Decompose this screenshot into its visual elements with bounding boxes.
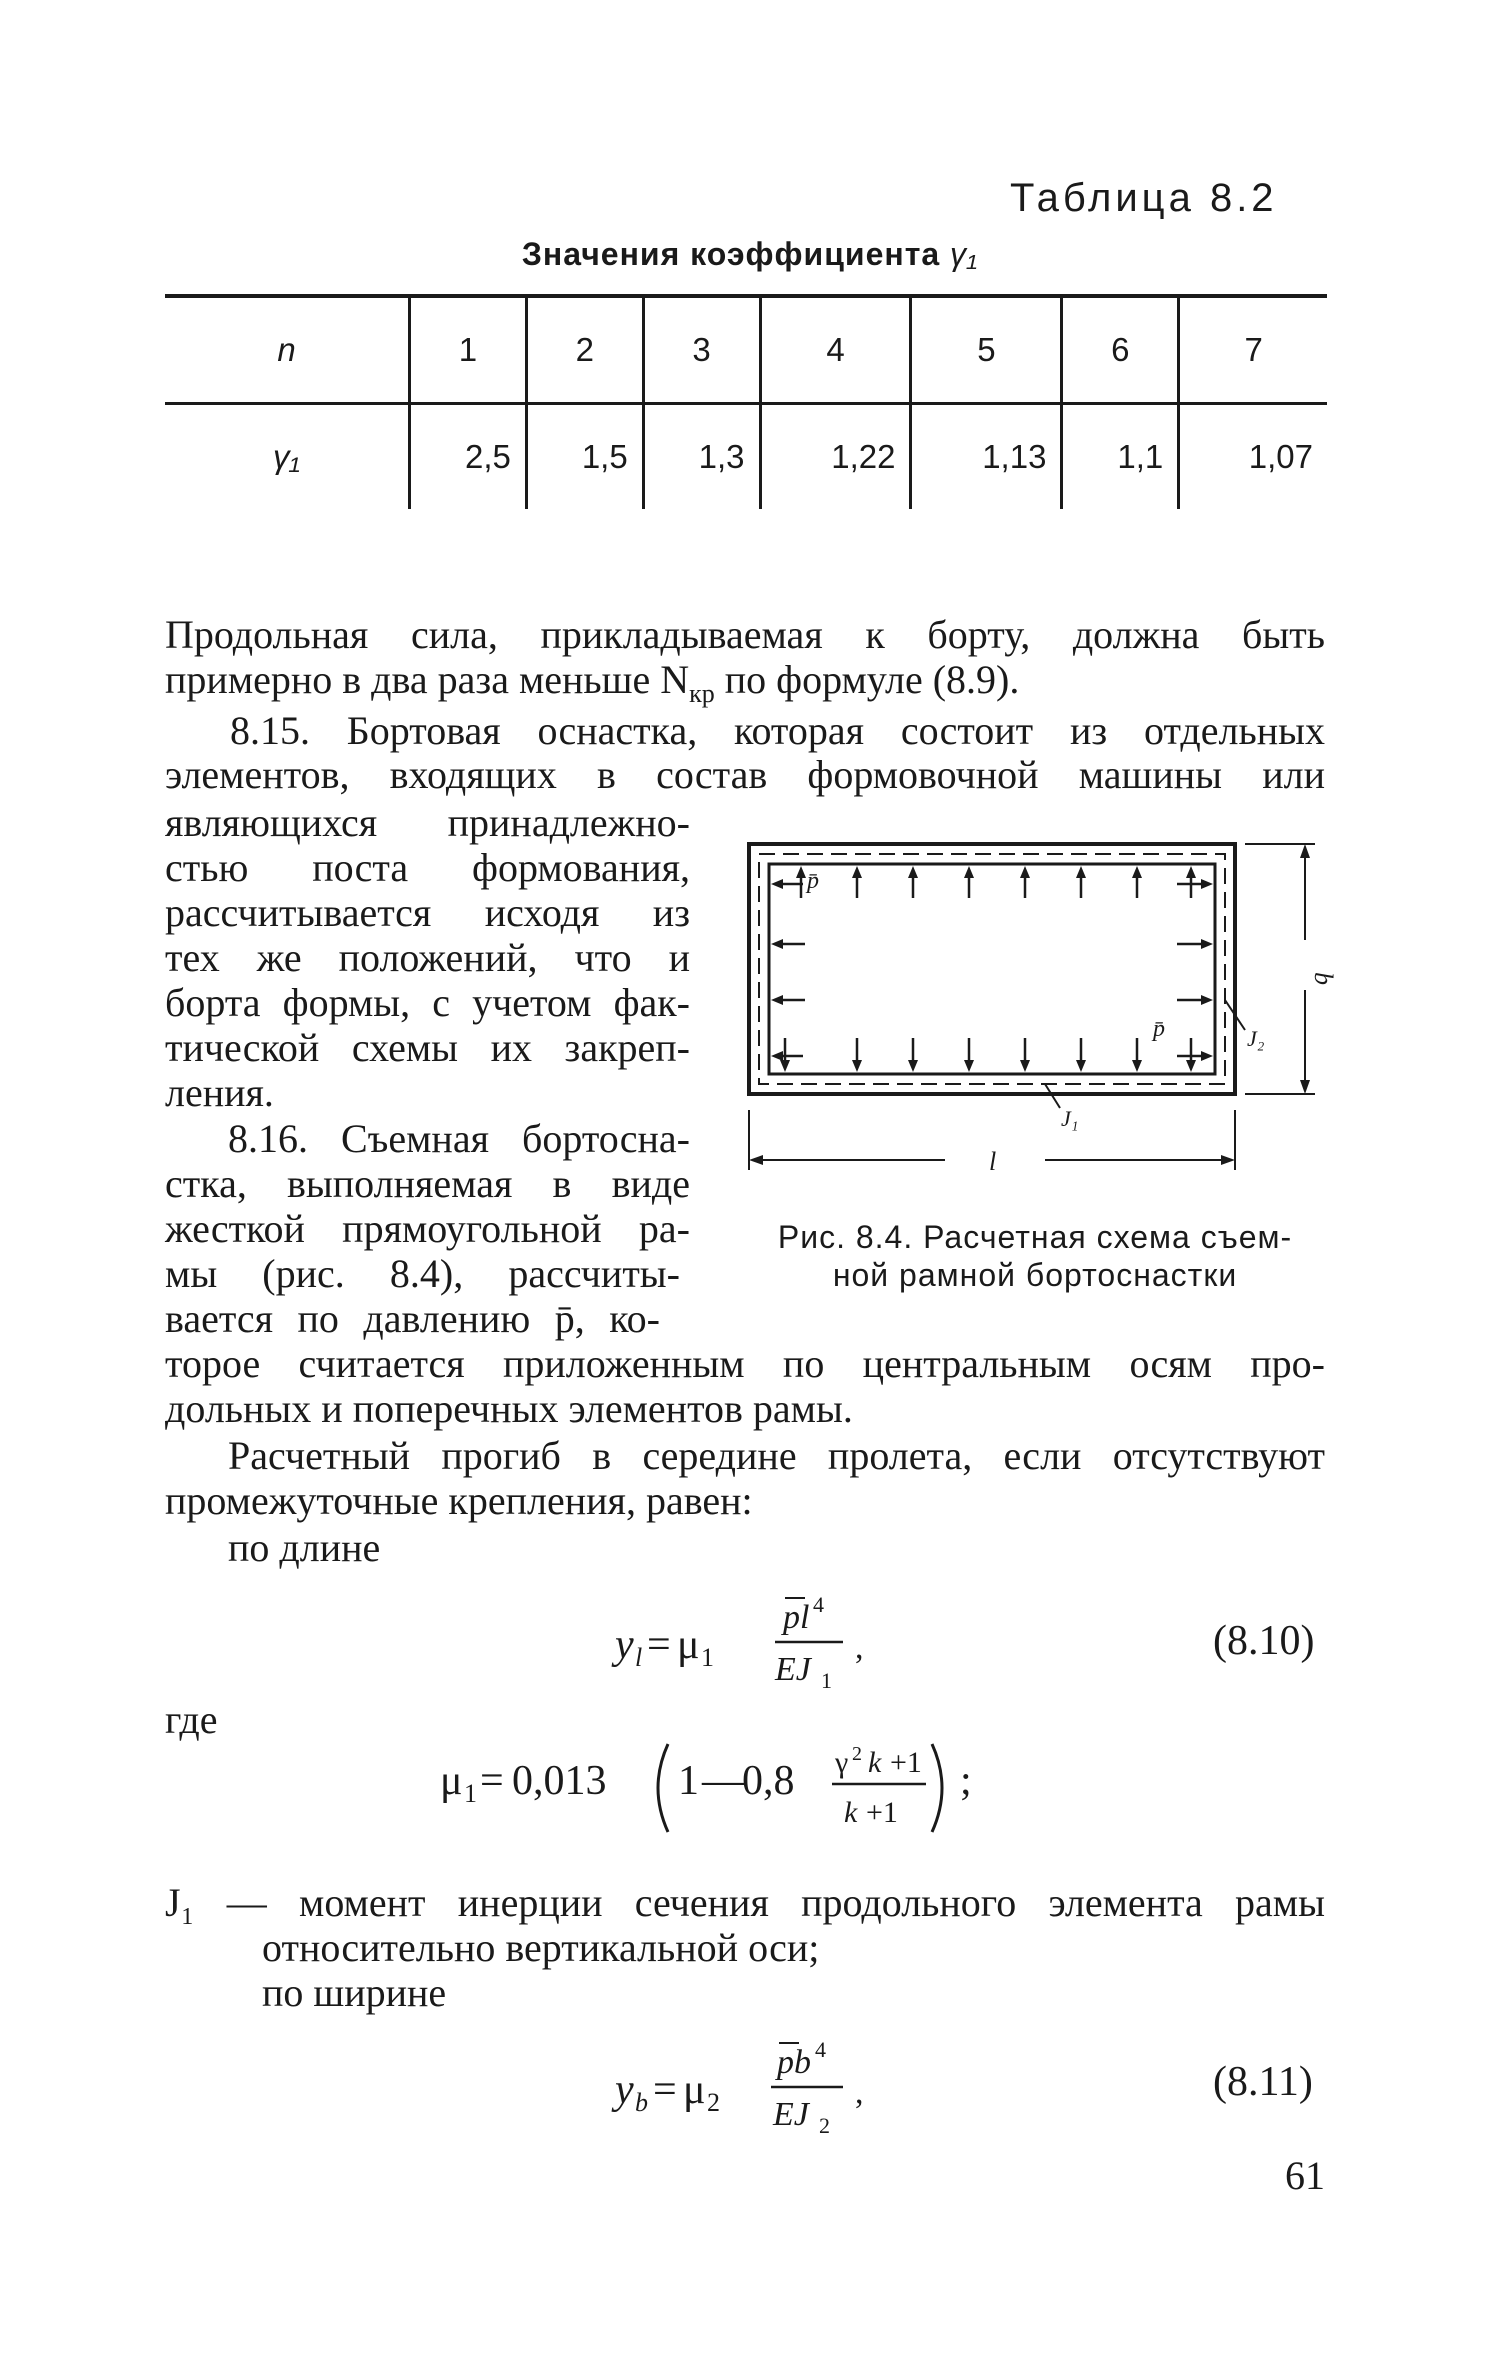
paragraph-line: дольных и поперечных элементов рамы. xyxy=(165,1386,853,1431)
paragraph-line: 8.16. Съемная бортосна- xyxy=(228,1116,690,1161)
table-cell: 1,5 xyxy=(526,404,643,510)
subscript: кр xyxy=(689,679,715,708)
equation-number: (8.11) xyxy=(1213,2059,1313,2105)
table-title: Таблица 8.2 xyxy=(1010,176,1278,220)
svg-text:—: — xyxy=(702,1758,744,1804)
label-p-top: p̄ xyxy=(807,868,819,894)
text-span: примерно в два раза меньше N xyxy=(165,657,690,702)
table-subtitle-text: Значения коэффициента xyxy=(521,236,941,272)
svg-text:pb: pb xyxy=(777,2044,811,2081)
paragraph-line: элементов, входящих в состав формовочной машины или xyxy=(165,752,1325,797)
mu1-constant: 0,013 xyxy=(512,1758,607,1804)
table-cell: 1,07 xyxy=(1179,404,1327,510)
paragraph-line: Продольная сила, прикладываемая к борту, должна быть xyxy=(165,612,1325,657)
equation-number: (8.10) xyxy=(1213,1618,1315,1664)
paragraph-line: 8.15. Бортовая оснастка, которая состоит из отдельных xyxy=(230,708,1325,753)
svg-text:y: y xyxy=(615,2067,634,2113)
table-header-cell: 5 xyxy=(911,296,1062,404)
table-header-label: n xyxy=(165,296,410,404)
table-subtitle-symbol: γ₁ xyxy=(950,236,979,272)
paragraph-line: по длине xyxy=(228,1525,381,1570)
equation-8-11-svg xyxy=(615,2025,875,2138)
paragraph-line: J₁ — момент инерции сечения продольного элемента рамы xyxy=(165,1880,1325,1925)
svg-text:2: 2 xyxy=(852,1743,862,1765)
svg-text:2: 2 xyxy=(819,2113,830,2138)
paragraph-line: по ширине xyxy=(262,1970,447,2015)
svg-text:k: k xyxy=(868,1746,882,1779)
svg-text:1: 1 xyxy=(464,1779,477,1808)
paragraph-line: торое считается приложенным по центральным осям про- xyxy=(165,1341,1325,1386)
text-span: по формуле (8.9). xyxy=(714,657,1020,702)
table-cell: 1,13 xyxy=(911,404,1062,510)
paragraph-line: промежуточные крепления, равен: xyxy=(165,1478,753,1523)
table-header-cell: 7 xyxy=(1179,296,1327,404)
label-j2: J₂ xyxy=(1247,1026,1265,1051)
svg-text:1: 1 xyxy=(678,1758,699,1804)
equation-8-10 xyxy=(615,1580,875,1693)
svg-text:l: l xyxy=(635,1643,643,1672)
svg-text:+1: +1 xyxy=(866,1796,898,1829)
equation-8-11 xyxy=(615,2025,875,2138)
svg-text:pl: pl xyxy=(783,1599,810,1636)
svg-text:μ: μ xyxy=(683,2067,706,2113)
svg-text:γ: γ xyxy=(835,1746,849,1779)
svg-text:;: ; xyxy=(960,1758,972,1804)
table-header-row xyxy=(165,296,1327,404)
svg-text:1: 1 xyxy=(701,1643,714,1672)
paragraph-line: ления. xyxy=(165,1070,274,1115)
paragraph-line: стью поста формования, xyxy=(165,845,690,890)
paragraph-line: стка, выполняемая в виде xyxy=(165,1161,690,1206)
frame-diagram xyxy=(745,840,1338,1190)
figure-caption xyxy=(740,1218,1330,1294)
svg-text:EJ: EJ xyxy=(773,2096,809,2133)
table-header-cell: 6 xyxy=(1062,296,1179,404)
paragraph-line: жесткой прямоугольной ра- xyxy=(165,1206,690,1251)
table-header-cell: 3 xyxy=(643,296,760,404)
table-cell: 1,3 xyxy=(643,404,760,510)
svg-text:1: 1 xyxy=(821,1668,832,1693)
paragraph-line: Расчетный прогиб в середине пролета, если отсутствуют xyxy=(228,1433,1325,1478)
table-header-cell: 1 xyxy=(410,296,527,404)
label-l: l xyxy=(989,1147,997,1176)
paragraph-line: являющихся принадлежно- xyxy=(165,800,690,845)
coefficient-table xyxy=(165,294,1327,509)
table-subtitle xyxy=(0,236,1500,273)
table-row-label: γ₁ xyxy=(273,438,300,475)
paragraph-line: тической схемы их закреп- xyxy=(165,1025,690,1070)
table-cell: 1,1 xyxy=(1062,404,1179,510)
equation-mu1-svg xyxy=(440,1730,1040,1840)
equation-mu1 xyxy=(440,1730,1040,1840)
label-p-bottom: p̄ xyxy=(1153,1016,1165,1042)
paragraph-line: тех же положений, что и xyxy=(165,935,690,980)
table-header-cell: 4 xyxy=(760,296,911,404)
svg-text:+1: +1 xyxy=(890,1746,922,1779)
svg-text:μ: μ xyxy=(440,1758,463,1804)
table-cell: 2,5 xyxy=(410,404,527,510)
svg-text:,: , xyxy=(855,2074,864,2111)
svg-text:EJ: EJ xyxy=(775,1651,811,1688)
paragraph-line: мы (рис. 8.4), рассчиты- xyxy=(165,1251,680,1296)
table-data-row xyxy=(165,404,1327,510)
mu1-coefficient: 0,8 xyxy=(742,1758,795,1804)
label-j1: J₁ xyxy=(1061,1106,1079,1131)
svg-text:b: b xyxy=(635,2088,648,2117)
paragraph-line: вается по давлению p̄, ко- xyxy=(165,1296,660,1341)
svg-text:4: 4 xyxy=(813,1592,824,1617)
label-b: b xyxy=(1309,972,1338,985)
page-number: 61 xyxy=(1285,2153,1325,2198)
svg-text:=: = xyxy=(647,1622,671,1668)
paragraph-line: рассчитывается исходя из xyxy=(165,890,690,935)
svg-text:=: = xyxy=(480,1758,504,1804)
svg-text:=: = xyxy=(653,2067,677,2113)
table-header-cell: 2 xyxy=(526,296,643,404)
svg-text:4: 4 xyxy=(815,2037,826,2062)
figure-caption-line: Рис. 8.4. Расчетная схема съем- xyxy=(777,1219,1293,1255)
svg-text:k: k xyxy=(844,1796,858,1829)
svg-text:2: 2 xyxy=(707,2088,720,2117)
svg-text:y: y xyxy=(615,1622,634,1668)
paragraph-line: относительно вертикальной оси; xyxy=(262,1925,820,1970)
svg-text:,: , xyxy=(855,1629,864,1666)
table-cell: 1,22 xyxy=(760,404,911,510)
figure-caption-line: ной рамной бортоснастки xyxy=(832,1257,1238,1293)
equation-8-10-svg xyxy=(615,1580,875,1693)
svg-text:μ: μ xyxy=(677,1622,700,1668)
figure-8-4 xyxy=(745,840,1338,1195)
paragraph-line: где xyxy=(165,1697,218,1742)
paragraph-line: борта формы, с учетом фак- xyxy=(165,980,690,1025)
